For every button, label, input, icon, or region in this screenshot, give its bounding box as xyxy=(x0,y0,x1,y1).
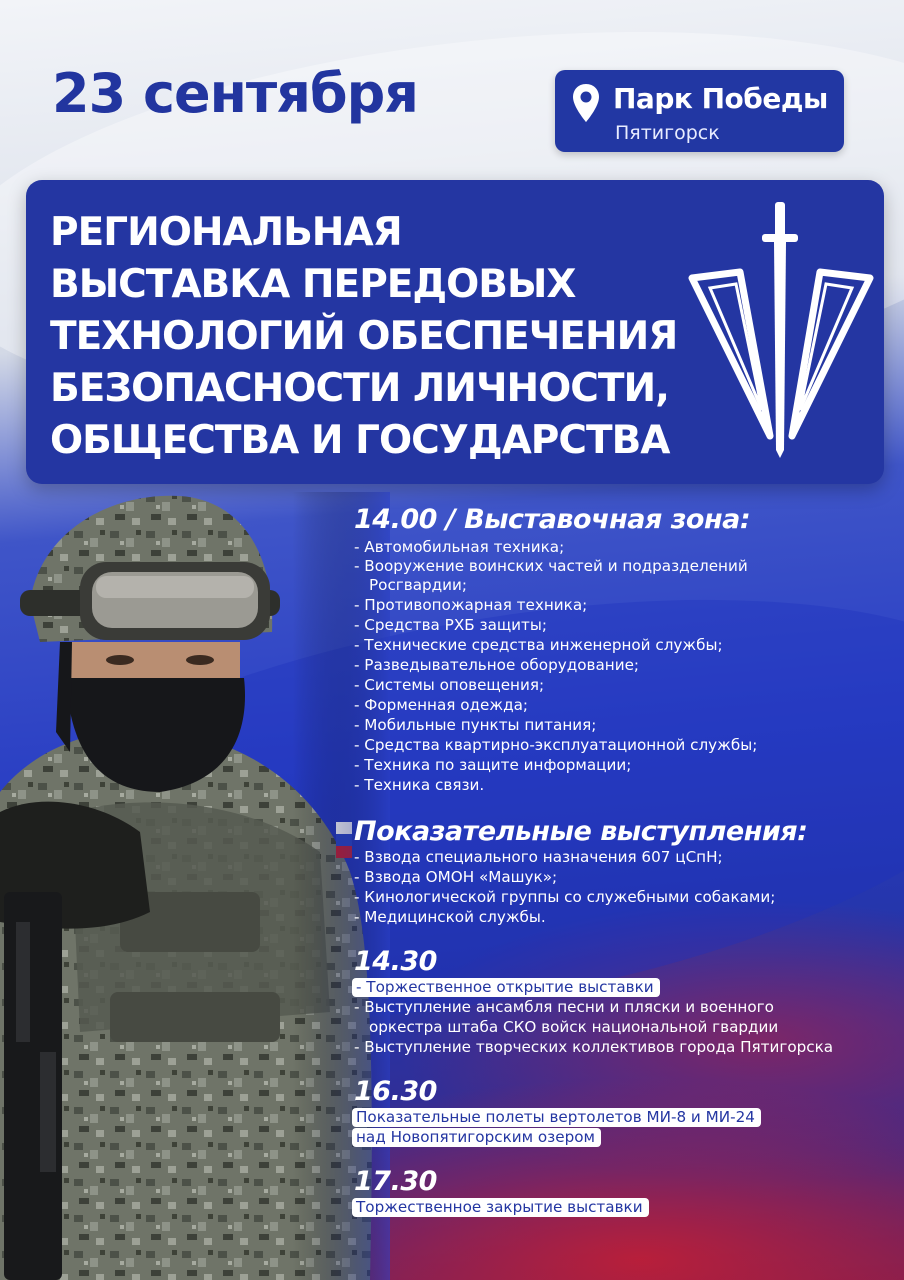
opening-time: 14.30 xyxy=(354,946,437,977)
location-badge xyxy=(555,70,844,152)
list-item: - Взвода специального назначения 607 цСпН; xyxy=(354,848,723,866)
list-item: - Средства квартирно-эксплуатационной службы; xyxy=(354,736,758,754)
list-item: - Выступление творческих коллективов города Пятигорска xyxy=(354,1038,834,1056)
demonstrations-heading: Показательные выступления: xyxy=(354,816,808,847)
list-item: Росгвардии; xyxy=(369,576,468,594)
list-item: - Системы оповещения; xyxy=(354,676,545,694)
sword-shield-emblem-icon xyxy=(688,200,874,460)
list-item: - Техника по защите информации; xyxy=(354,756,632,774)
opening-highlight: - Торжественное открытие выставки xyxy=(352,978,660,997)
list-item: - Средства РХБ защиты; xyxy=(354,616,548,634)
list-item: - Противопожарная техника; xyxy=(354,596,588,614)
list-item: - Кинологической группы со служебными собаками; xyxy=(354,888,776,906)
list-item: - Техника связи. xyxy=(354,776,485,794)
list-item: оркестра штаба СКО войск национальной гвардии xyxy=(369,1018,779,1036)
title-line-5: ОБЩЕСТВА И ГОСУДАРСТВА xyxy=(50,418,670,463)
list-item: - Разведывательное оборудование; xyxy=(354,656,640,674)
title-line-2: ВЫСТАВКА ПЕРЕДОВЫХ xyxy=(50,262,576,307)
soldier-illustration xyxy=(0,492,390,1280)
list-item: - Медицинской службы. xyxy=(354,908,546,926)
flights-line-2: над Новопятигорским озером xyxy=(352,1128,601,1147)
title-line-1: РЕГИОНАЛЬНАЯ xyxy=(50,210,402,255)
flights-time: 16.30 xyxy=(354,1076,437,1107)
closing-time: 17.30 xyxy=(354,1166,437,1197)
list-item: - Автомобильная техника; xyxy=(354,538,565,556)
title-line-4: БЕЗОПАСНОСТИ ЛИЧНОСТИ, xyxy=(50,366,669,411)
exhibition-heading: 14.00 / Выставочная зона: xyxy=(354,504,751,535)
list-item: - Выступление ансамбля песни и пляски и военного xyxy=(354,998,774,1016)
map-pin-icon xyxy=(571,83,601,123)
list-item: - Взвода ОМОН «Машук»; xyxy=(354,868,558,886)
list-item: - Форменная одежда; xyxy=(354,696,528,714)
title-line-3: ТЕХНОЛОГИЙ ОБЕСПЕЧЕНИЯ xyxy=(50,314,678,359)
flights-line-1: Показательные полеты вертолетов МИ-8 и МИ-24 xyxy=(352,1108,761,1127)
closing-text: Торжественное закрытие выставки xyxy=(352,1198,649,1217)
list-item: - Технические средства инженерной службы; xyxy=(354,636,723,654)
location-city: Пятигорск xyxy=(615,122,720,144)
list-item: - Вооружение воинских частей и подразделений xyxy=(354,557,748,575)
list-item: - Мобильные пункты питания; xyxy=(354,716,597,734)
location-name: Парк Победы xyxy=(613,82,828,115)
title-banner xyxy=(26,180,884,484)
event-date: 23 сентября xyxy=(52,62,418,125)
